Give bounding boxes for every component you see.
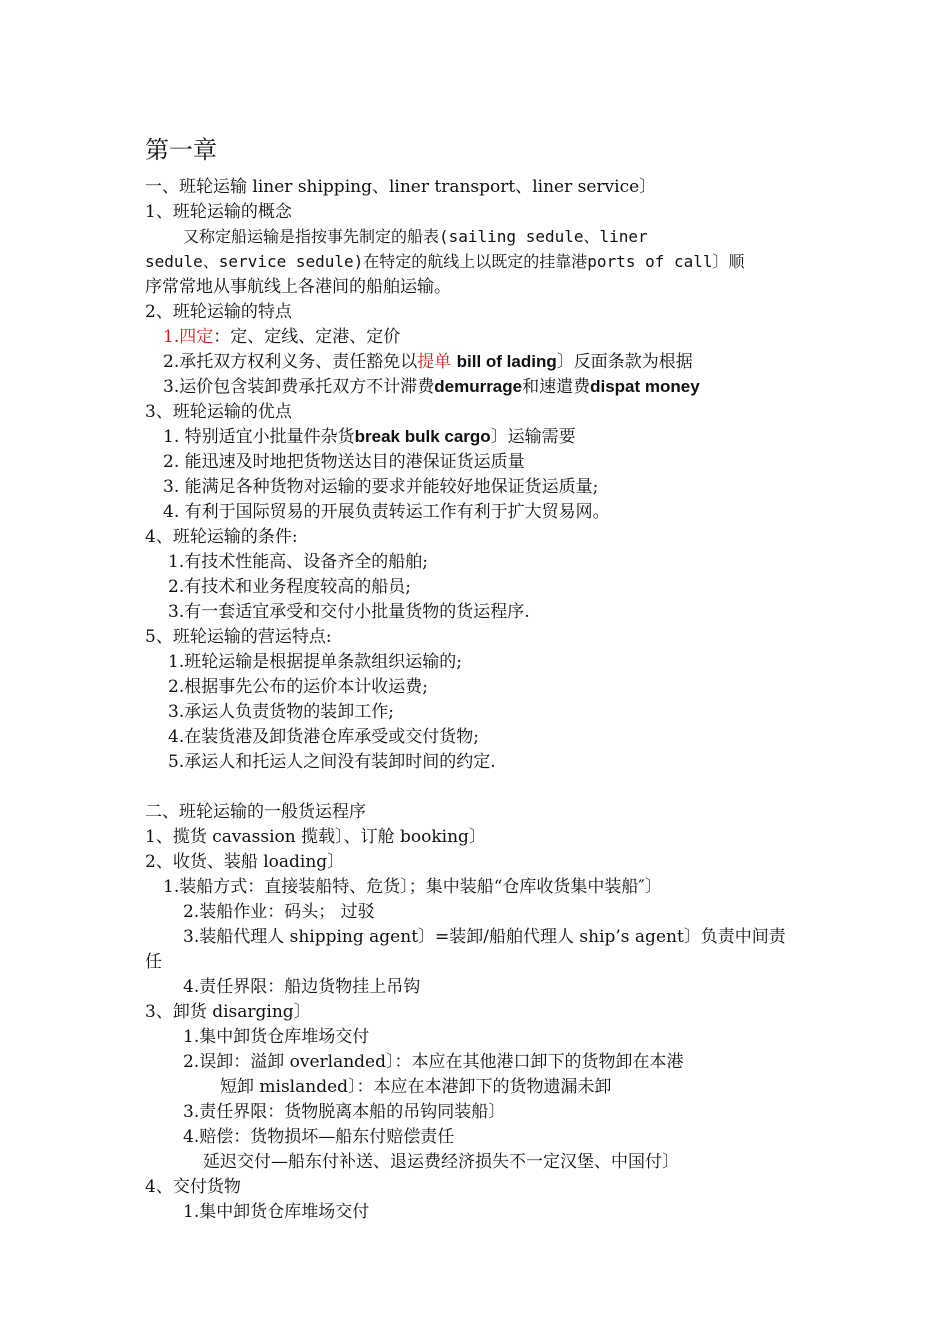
feature-item-3-term-1: demurrage	[434, 377, 523, 396]
feature-item-3	[163, 376, 700, 398]
section1-heading: 一、班轮运输 liner shipping、liner transport、liner service〕	[145, 177, 657, 197]
feature-item-3-text-b: 和速遣费	[522, 377, 591, 397]
feature-item-1-text: ：定、定线、定港、定价	[213, 327, 401, 347]
feature-item-2	[163, 351, 693, 373]
condition-item: 2.有技术和业务程度较高的船员;	[168, 577, 411, 597]
features-heading: 2、班轮运输的特点	[145, 302, 292, 322]
operation-item: 1.班轮运输是根据提单条款组织运输的;	[168, 652, 462, 672]
feature-item-2-text-a: 2.承托双方权利义务、责任豁免以	[163, 352, 418, 372]
operations-heading: 5、班轮运输的营运特点:	[145, 627, 332, 647]
feature-item-2-highlight: 提单	[417, 352, 452, 372]
step4-item-1: 1.集中卸货仓库堆场交付	[183, 1202, 370, 1222]
step2-item-2: 2.装船作业：码头； 过驳	[183, 902, 375, 922]
chapter-title: 第一章	[145, 136, 217, 164]
section2-heading: 二、班轮运输的一般货运程序	[145, 802, 366, 822]
condition-item: 1.有技术性能高、设备齐全的船舶;	[168, 552, 428, 572]
advantage-item-1-text-b: 〕运输需要	[490, 427, 576, 447]
step3-heading: 3、卸货 disarging〕	[145, 1002, 311, 1022]
condition-item: 3.有一套适宜承受和交付小批量货物的货运程序.	[168, 602, 530, 622]
advantage-item-4: 4. 有利于国际贸易的开展负责转运工作有利于扩大贸易网。	[163, 502, 610, 522]
conditions-heading: 4、班轮运输的条件:	[145, 527, 298, 547]
concept-line2-part-b: ports of call〕顺	[587, 252, 745, 271]
operation-item: 4.在装货港及卸货港仓库承受或交付货物;	[168, 727, 479, 747]
feature-item-3-text-a: 3.运价包含装卸费承托双方不计滞费	[163, 377, 435, 397]
step1-heading: 1、揽货 cavassion 揽载〕、订舱 booking〕	[145, 827, 486, 847]
advantage-item-3: 3. 能满足各种货物对运输的要求并能较好地保证货运质量;	[163, 477, 599, 497]
concept-text-line3: 序常常地从事航线上各港间的船舶运输。	[145, 277, 451, 297]
step2-item-1: 1.装船方式：直接装船特、危货〕；集中装船“仓库收货集中装船″〕	[163, 877, 662, 897]
concept-heading: 1、班轮运输的概念	[145, 202, 292, 222]
operation-item: 2.根据事先公布的运价本计收运费;	[168, 677, 428, 697]
operation-item: 5.承运人和托运人之间没有装卸时间的约定.	[168, 752, 496, 772]
step3-item-1: 1.集中卸货仓库堆场交付	[183, 1027, 370, 1047]
step2-item-3-continued: 任	[145, 952, 162, 972]
step3-item-3: 3.责任界限：货物脱离本船的吊钩同装船〕	[183, 1102, 506, 1122]
operation-item: 3.承运人负责货物的装卸工作;	[168, 702, 394, 722]
feature-item-1	[163, 326, 400, 348]
feature-item-1-highlight: 1.四定	[163, 327, 214, 347]
advantage-item-2: 2. 能迅速及时地把货物送达目的港保证货运质量	[163, 452, 525, 472]
step3-item-2: 2.误卸：溢卸 overlanded〕：本应在其他港口卸下的货物卸在本港	[183, 1052, 684, 1072]
feature-item-2-text-b: 〕反面条款为根据	[556, 352, 693, 372]
feature-item-2-term: bill of lading	[456, 352, 557, 371]
step2-item-4: 4.责任界限：船边货物挂上吊钩	[183, 977, 421, 997]
advantage-item-1-text-a: 1. 特别适宜小批量件杂货	[163, 427, 355, 447]
step3-item-4-continued: 延迟交付—船东付补送、退运费经济损失不一定汉堡、中国付〕	[203, 1152, 679, 1172]
advantage-item-1-term: break bulk cargo	[354, 427, 491, 446]
feature-item-3-term-2: dispat money	[590, 377, 700, 396]
step3-item-4: 4.赔偿：货物损坏—船东付赔偿责任	[183, 1127, 455, 1147]
concept-line2-part-a: sedule、service sedule)在特定的航线上以既定的挂靠港	[145, 252, 588, 271]
step2-item-3: 3.装船代理人 shipping agent〕=装卸/船舶代理人 ship’s agent〕负责中间责	[183, 927, 786, 947]
concept-text-line2	[145, 251, 745, 273]
step2-heading: 2、收货、装船 loading〕	[145, 852, 345, 872]
advantages-heading: 3、班轮运输的优点	[145, 402, 292, 422]
step4-heading: 4、交付货物	[145, 1177, 241, 1197]
step3-item-2-continued: 短卸 mislanded〕：本应在本港卸下的货物遗漏未卸	[220, 1077, 612, 1097]
advantage-item-1	[163, 426, 576, 448]
concept-text-line1: 又称定船运输是指按事先制定的船表(sailing sedule、liner	[183, 227, 648, 246]
